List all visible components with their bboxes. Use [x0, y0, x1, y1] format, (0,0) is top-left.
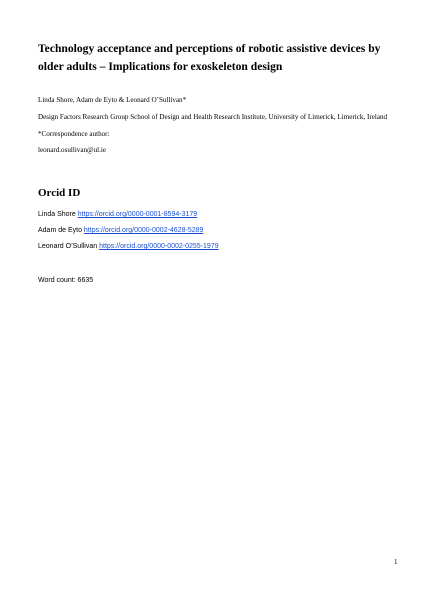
orcid-entry — [38, 226, 203, 235]
orcid-author-name: Adam de Eyto — [38, 227, 82, 234]
orcid-link[interactable]: https://orcid.org/0000-0001-8594-3179 — [77, 211, 198, 218]
orcid-entry — [38, 242, 219, 251]
orcid-heading: Orcid ID — [38, 187, 81, 199]
page-number: 1 — [394, 558, 398, 566]
word-count: Word count: 6635 — [38, 277, 94, 284]
orcid-entry — [38, 210, 197, 219]
correspondence-label: *Correspondence author: — [38, 130, 110, 138]
orcid-link[interactable]: https://orcid.org/0000-0002-0255-1979 — [99, 243, 219, 250]
affiliation: Design Factors Research Group School of Design and Health Research Institute, University of Limerick, Limerick, Ireland — [38, 113, 388, 121]
paper-title: Technology acceptance and perceptions of robotic assistive devices by older adults – Implications for exoskeleton design — [38, 42, 381, 73]
orcid-link[interactable]: https://orcid.org/0000-0002-4628-5289 — [83, 227, 204, 234]
correspondence-email: leonard.osullivan@ul.ie — [38, 146, 106, 154]
author-list: Linda Shore, Adam de Eyto & Leonard O’Sullivan* — [38, 96, 187, 104]
orcid-author-name: Leonard O’Sullivan — [38, 243, 98, 250]
orcid-author-name: Linda Shore — [38, 211, 76, 218]
